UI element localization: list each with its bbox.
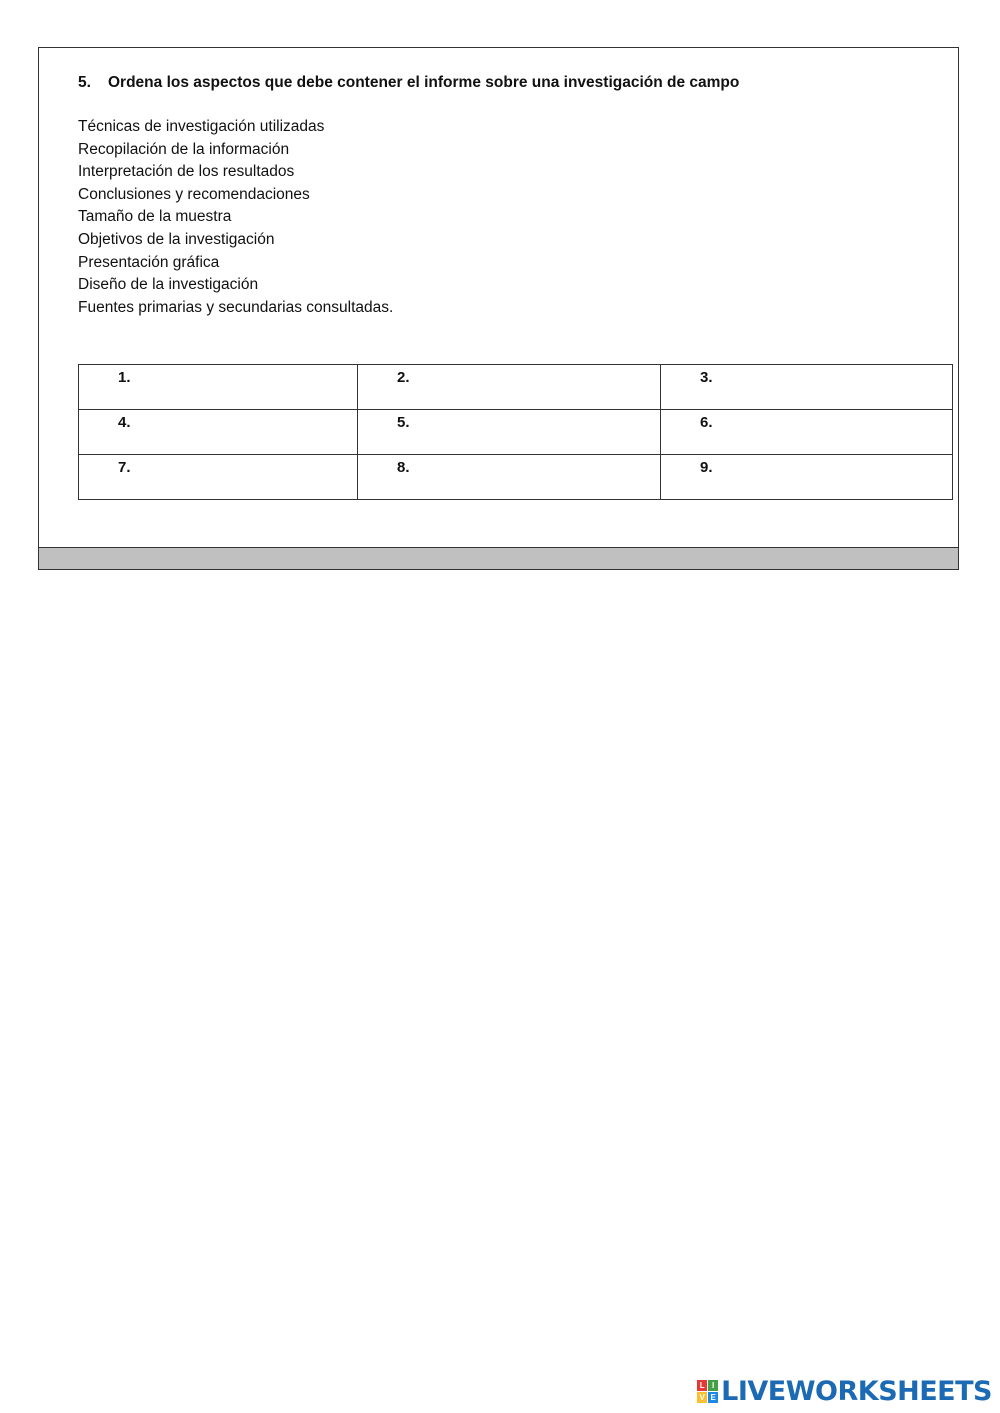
slot-label: 8.	[397, 459, 410, 476]
option-item: Interpretación de los resultados	[78, 163, 295, 181]
option-item: Técnicas de investigación utilizadas	[78, 118, 325, 135]
question-heading	[78, 74, 739, 92]
answer-table	[78, 364, 953, 500]
table-row	[79, 410, 953, 455]
exercise-box	[38, 47, 959, 570]
slot-label: 7.	[118, 459, 131, 476]
answer-slot-6[interactable]	[661, 410, 953, 455]
answer-slot-8[interactable]	[358, 455, 661, 500]
table-row	[79, 365, 953, 410]
answer-slot-4[interactable]	[79, 410, 358, 455]
liveworksheets-brand[interactable]	[697, 1376, 992, 1407]
logo-letter: V	[697, 1392, 707, 1403]
option-item: Tamaño de la muestra	[78, 208, 232, 226]
brand-name: LIVEWORKSHEETS	[721, 1376, 992, 1407]
footer-bar	[39, 547, 958, 569]
answer-slot-3[interactable]	[661, 365, 953, 410]
option-item: Conclusiones y recomendaciones	[78, 185, 310, 203]
slot-label: 2.	[397, 369, 410, 386]
table-row	[79, 455, 953, 500]
option-item: Diseño de la investigación	[78, 276, 259, 294]
answer-slot-2[interactable]	[358, 365, 661, 410]
answer-slot-5[interactable]	[358, 410, 661, 455]
option-item: Recopilación de la información	[78, 140, 290, 158]
slot-label: 9.	[700, 459, 713, 476]
slot-label: 1.	[118, 369, 131, 386]
option-item: Presentación gráfica	[78, 253, 220, 271]
slot-label: 5.	[397, 414, 410, 431]
slot-label: 6.	[700, 414, 713, 431]
logo-letter: I	[708, 1380, 718, 1391]
slot-label: 3.	[700, 369, 713, 386]
answer-slot-9[interactable]	[661, 455, 953, 500]
logo-letter: E	[708, 1392, 718, 1403]
answer-slot-1[interactable]	[79, 365, 358, 410]
answer-slot-7[interactable]	[79, 455, 358, 500]
question-number: 5.	[78, 74, 91, 91]
option-item: Fuentes primarias y secundarias consultadas.	[78, 298, 394, 316]
logo-letter: L	[697, 1380, 707, 1391]
option-item: Objetivos de la investigación	[78, 230, 275, 248]
options-list	[78, 116, 393, 319]
slot-label: 4.	[118, 414, 131, 431]
question-text: Ordena los aspectos que debe contener el informe sobre una investigación de campo	[108, 74, 740, 91]
liveworksheets-logo-icon	[697, 1380, 718, 1403]
